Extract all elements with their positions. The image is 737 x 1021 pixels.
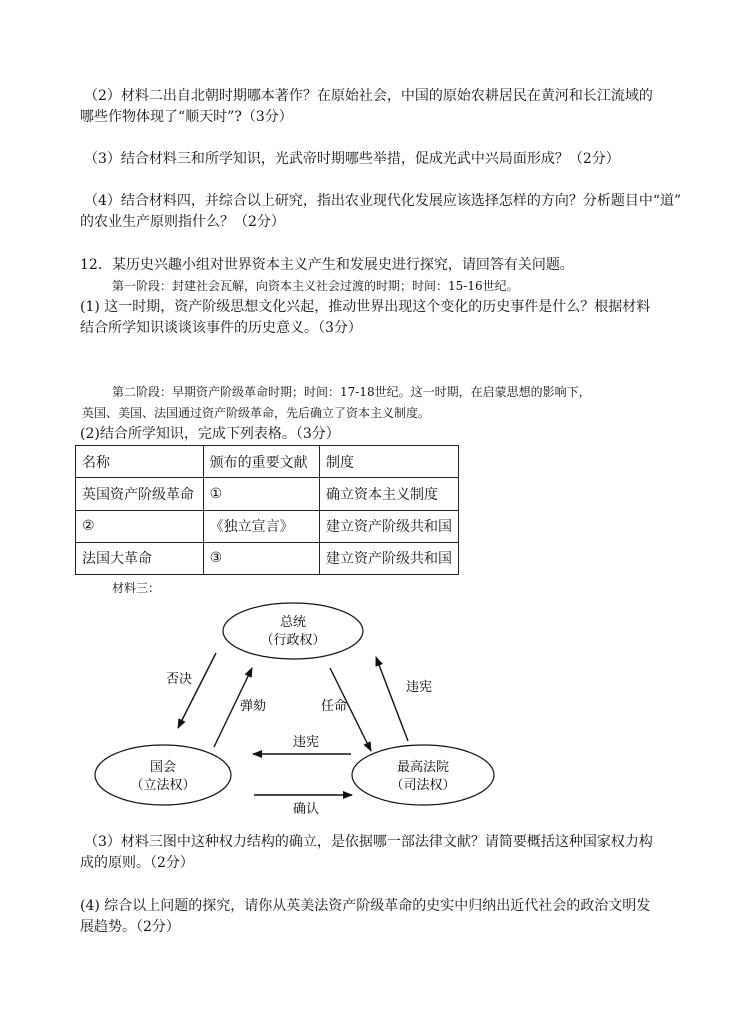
stage-1-text: 第一阶段：封建社会瓦解，向资本主义社会过渡的时期；时间：15-16世纪。 xyxy=(112,279,519,293)
veto-arrow xyxy=(178,653,216,728)
part-1-line-2: 结合所学知识谈谈该事件的历史意义。（3分） xyxy=(80,320,362,336)
table-cell: 法国大革命 xyxy=(76,542,204,574)
appoint-label: 任命 xyxy=(321,699,348,714)
table-cell: ② xyxy=(76,510,204,542)
table-cell: 建立资产阶级共和国 xyxy=(320,510,459,542)
question-12-title: 12．某历史兴趣小组对世界资本主义产生和发展史进行探究，请回答有关问题。 xyxy=(80,257,574,273)
confirm-label: 确认 xyxy=(293,802,320,817)
executive-power-label: （行政权） xyxy=(260,633,326,648)
congress-node xyxy=(95,745,231,805)
congress-label: 国会 xyxy=(149,760,177,775)
table-cell: ① xyxy=(203,478,319,510)
table-header: 制度 xyxy=(320,446,459,478)
q2-line-2: 哪些作物体现了“顺天时”?（3分） xyxy=(80,109,293,125)
q2-line-1: （2）材料二出自北朝时期哪本著作？在原始社会，中国的原始农耕居民在黄河和长江流域的 xyxy=(84,88,653,104)
q4-line-1: （4）结合材料四，并综合以上研究，指出农业现代化发展应该选择怎样的方向？分析题目中“道” xyxy=(84,193,682,209)
part-4-line-1: (4) 综合以上问题的探究，请你从英美法资产阶级革命的史实中归纳出近代社会的政治文明发 xyxy=(80,898,651,914)
part-1-line-1: (1) 这一时期，资产阶级思想文化兴起，推动世界出现这个变化的历史事件是什么？根据材料 xyxy=(80,299,651,315)
part-3-line-1: （3）材料三图中这种权力结构的确立，是依据哪一部法律文献？请简要概括这种国家权力构 xyxy=(84,834,653,850)
q4-line-2: 的农业生产原则指什么？（2分） xyxy=(80,214,285,230)
part-2-text: (2)结合所学知识，完成下列表格。（3分） xyxy=(80,426,340,442)
table-cell: 确立资本主义制度 xyxy=(320,478,459,510)
table-cell: ③ xyxy=(203,542,319,574)
part-4-line-2: 展趋势。（2分） xyxy=(80,919,180,935)
unconstitutional-president-arrow xyxy=(376,657,408,741)
impeach-label: 弹劾 xyxy=(240,699,267,714)
stage-2-line-2: 英国、美国、法国通过资产阶级革命，先后确立了资本主义制度。 xyxy=(82,406,431,420)
legislative-power-label: （立法权） xyxy=(130,778,196,793)
president-node xyxy=(223,603,363,659)
unconstitutional-top-label: 违宪 xyxy=(406,680,433,695)
court-node xyxy=(352,745,494,805)
table-cell: 英国资产阶级革命 xyxy=(76,478,204,510)
court-label: 最高法院 xyxy=(396,760,450,775)
q3-text: （3）结合材料三和所学知识，光武帝时期哪些举措，促成光武中兴局面形成？（2分） xyxy=(84,151,620,167)
judicial-power-label: （司法权） xyxy=(390,778,456,793)
part-3-line-2: 成的原则。（2分） xyxy=(80,855,194,871)
president-label: 总统 xyxy=(279,615,307,630)
table-cell: 建立资产阶级共和国 xyxy=(320,542,459,574)
table-header: 颁布的重要文献 xyxy=(203,446,319,478)
table-header: 名称 xyxy=(76,446,204,478)
stage-2-line-1: 第二阶段：早期资产阶级革命时期；时间：17-18世纪。这一时期，在启蒙思想的影响下， xyxy=(112,385,591,399)
material-3-label: 材料三： xyxy=(112,581,161,595)
table-cell: 《独立宣言》 xyxy=(203,510,319,542)
unconstitutional-mid-label: 违宪 xyxy=(293,735,320,750)
veto-label: 否决 xyxy=(166,672,193,687)
